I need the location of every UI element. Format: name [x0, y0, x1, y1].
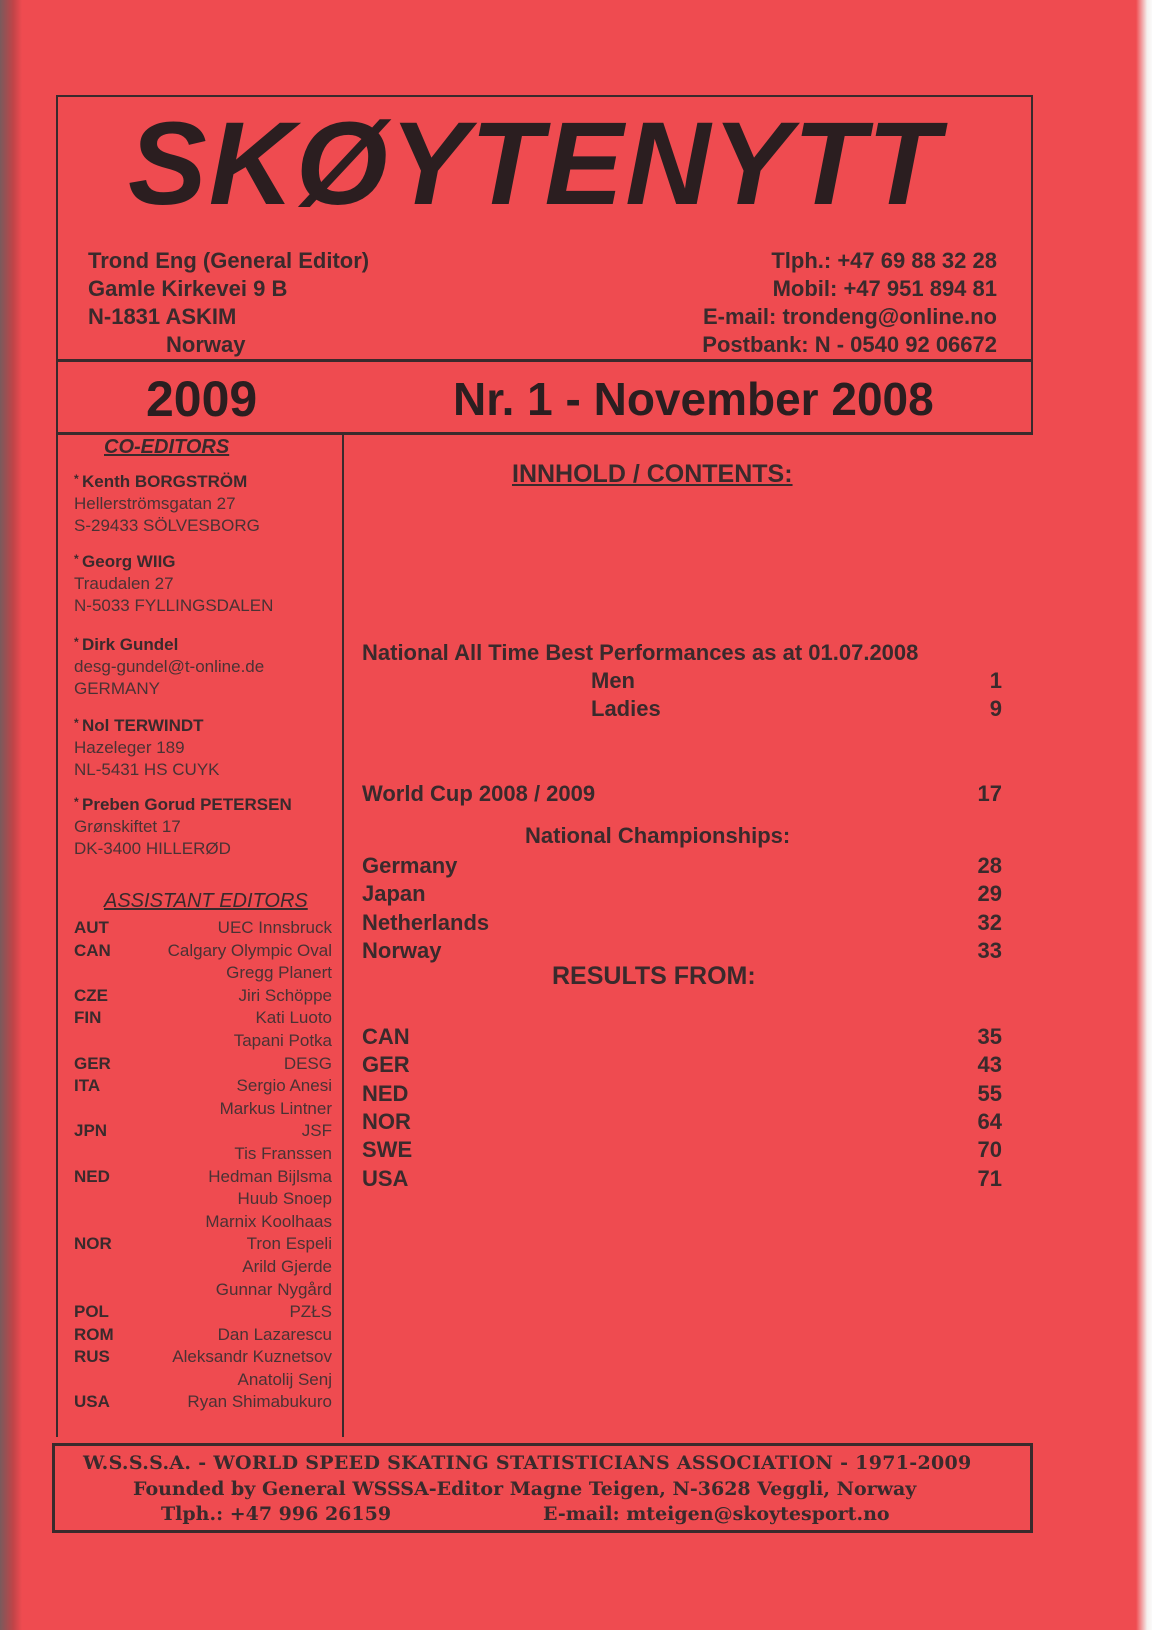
co-editor-address: Grønskiftet 17	[74, 817, 181, 836]
country-code	[74, 1211, 124, 1234]
assistant-editor-row	[74, 1166, 332, 1189]
contents-entry	[362, 853, 1002, 879]
page-number: 9	[989, 696, 1002, 721]
assistant-editor-name: Dan Lazarescu	[217, 1324, 332, 1344]
co-editor-name: * Georg WIIG	[74, 548, 344, 573]
assistant-editor-name: Marnix Koolhaas	[205, 1211, 332, 1231]
contents-label: Netherlands	[362, 909, 490, 935]
assistant-editor-name: DESG	[283, 1053, 332, 1073]
country-code: AUT	[74, 918, 109, 937]
country-code	[74, 1256, 124, 1279]
contents-entry	[362, 1052, 1002, 1078]
co-editors-heading: CO-EDITORS	[104, 436, 230, 458]
assistant-editor-name: Markus Lintner	[219, 1098, 332, 1118]
co-editor-entry	[74, 631, 344, 700]
editor-line: N-1831 ASKIM	[88, 304, 237, 329]
contents-heading: INNHOLD / CONTENTS:	[512, 460, 793, 488]
co-editor-address: GERMANY	[74, 679, 160, 698]
country-code	[74, 1030, 124, 1053]
contents-entry	[362, 1137, 1002, 1163]
country-code: POL	[74, 1302, 109, 1322]
assistant-editor-name: Calgary Olympic Oval	[167, 940, 332, 960]
assistant-editor-row	[74, 1098, 332, 1121]
contents-label: SWE	[362, 1137, 413, 1163]
championships-heading	[362, 823, 1002, 849]
contents-entry	[362, 1109, 1002, 1135]
footer-email: E-mail: mteigen@skoytesport.no	[543, 1503, 890, 1525]
contact-line: Mobil: +47 951 894 81	[772, 276, 997, 301]
page-number: 55	[977, 1080, 1002, 1106]
country-code	[74, 962, 124, 985]
page-number: 33	[977, 937, 1002, 963]
assistant-editor-name: Gregg Planert	[226, 963, 332, 983]
assistant-editor-row	[74, 1030, 332, 1053]
cover-spine-shadow	[0, 0, 22, 1630]
country-code: USA	[74, 1392, 110, 1412]
page-number: 64	[977, 1108, 1002, 1134]
co-editor-entry	[74, 548, 344, 617]
assistant-editor-name: Kati Luoto	[255, 1008, 332, 1028]
contents-label: Germany	[362, 853, 458, 878]
assistant-editor-row	[74, 1211, 332, 1234]
country-code: NOR	[74, 1234, 112, 1254]
country-code: GER	[74, 1053, 111, 1073]
page-number: 17	[977, 781, 1002, 806]
contact-line: E-mail: trondeng@online.no	[703, 304, 997, 329]
championships-heading-text: National Championships:	[525, 823, 791, 848]
country-code	[74, 1188, 124, 1211]
country-code: ITA	[74, 1076, 101, 1096]
country-code	[74, 1143, 124, 1166]
assistant-editor-row	[74, 1233, 332, 1256]
assistant-editors-heading: ASSISTANT EDITORS	[104, 890, 308, 912]
contact-line: Tlph.: +47 69 88 32 28	[771, 248, 997, 273]
contents-label: NOR	[362, 1108, 411, 1134]
footer-line: Founded by General WSSSA-Editor Magne Teigen, N-3628 Veggli, Norway	[133, 1478, 917, 1500]
contents-column	[352, 432, 1012, 1432]
contents-label: World Cup 2008 / 2009	[362, 781, 596, 806]
editor-line: Gamle Kirkevei 9 B	[88, 276, 288, 301]
country-code: FIN	[74, 1008, 102, 1028]
contents-label: National All Time Best Performances as at 01.07.2008	[362, 640, 919, 665]
country-code: ROM	[74, 1324, 114, 1344]
co-editor-address: Hellerströmsgatan 27	[74, 494, 236, 513]
assistant-editor-name: Arild Gjerde	[242, 1256, 332, 1276]
contact-line: Postbank: N - 0540 92 06672	[702, 332, 997, 357]
assistant-editor-row	[74, 1346, 332, 1369]
assistant-editor-row	[74, 1053, 332, 1076]
country-code	[74, 1279, 124, 1302]
contents-entry	[362, 881, 1002, 907]
co-editor-entry	[74, 712, 344, 781]
assistant-editor-name: Tis Franssen	[234, 1143, 332, 1163]
co-editor-entry	[74, 791, 344, 860]
page-number: 29	[977, 881, 1002, 907]
contents-entry	[362, 1024, 1002, 1050]
volume-year: 2009	[146, 371, 258, 427]
contents-label: CAN	[362, 1024, 410, 1049]
country-code: NED	[74, 1166, 110, 1186]
magazine-title: SKØYTENYTT	[128, 98, 942, 230]
page-number: 43	[977, 1052, 1002, 1078]
assistant-editor-row	[74, 1120, 332, 1143]
assistant-editor-name: Tron Espeli	[246, 1234, 332, 1254]
assistant-editor-row	[74, 940, 332, 963]
co-editor-name: * Nol TERWINDT	[74, 712, 344, 737]
assistant-editor-row	[74, 1075, 332, 1098]
co-editor-address: Traudalen 27	[74, 574, 174, 593]
co-editor-address: Hazeleger 189	[74, 738, 185, 757]
editor-line: Trond Eng (General Editor)	[88, 248, 370, 273]
contents-label: Japan	[362, 881, 426, 907]
contents-label: Ladies	[591, 696, 661, 721]
assistant-editor-name: Anatolij Senj	[237, 1369, 332, 1389]
country-code: JPN	[74, 1121, 108, 1141]
assistant-editor-row	[74, 1143, 332, 1166]
assistant-editor-name: Hedman Bijlsma	[208, 1166, 332, 1186]
assistant-editor-row	[74, 962, 332, 985]
co-editor-address: N-5033 FYLLINGSDALEN	[74, 596, 274, 615]
cover-frame	[56, 95, 1031, 1435]
contents-label: NED	[362, 1080, 409, 1106]
assistant-editor-row	[74, 1279, 332, 1302]
assistant-editor-row	[74, 1256, 332, 1279]
co-editor-name: * Kenth BORGSTRÖM	[74, 468, 344, 493]
issue-number: Nr. 1 - November 2008	[453, 373, 934, 425]
editors-column	[56, 432, 344, 1437]
co-editor-entry	[74, 468, 344, 537]
country-code: CAN	[74, 940, 111, 960]
assistant-editor-name: Aleksandr Kuznetsov	[172, 1347, 332, 1367]
results-heading: RESULTS FROM:	[552, 962, 756, 990]
co-editor-address: NL-5431 HS CUYK	[74, 760, 220, 779]
assistant-editor-row	[74, 1301, 332, 1324]
contents-label: Norway	[362, 937, 442, 963]
editor-line: Norway	[166, 332, 246, 357]
co-editor-name: * Preben Gorud PETERSEN	[74, 791, 344, 816]
co-editor-address: desg-gundel@t-online.de	[74, 657, 265, 676]
co-editor-name: * Dirk Gundel	[74, 631, 344, 656]
contents-entry	[362, 1081, 1002, 1107]
page-number: 32	[977, 909, 1002, 935]
assistant-editor-name: Sergio Anesi	[236, 1076, 332, 1096]
country-code: RUS	[74, 1347, 110, 1367]
page-number: 35	[977, 1024, 1002, 1049]
contents-entry	[362, 910, 1002, 936]
country-code: CZE	[74, 985, 108, 1005]
assistant-editor-name: Jiri Schöppe	[238, 985, 332, 1005]
page-number: 70	[977, 1137, 1002, 1163]
country-code	[74, 1369, 124, 1392]
assistant-editor-row	[74, 985, 332, 1008]
co-editor-address: DK-3400 HILLERØD	[74, 839, 231, 858]
country-code	[74, 1098, 124, 1121]
assistant-editor-row	[74, 1188, 332, 1211]
contents-entry	[362, 640, 1002, 666]
contents-label: GER	[362, 1052, 410, 1078]
co-editor-address: S-29433 SÖLVESBORG	[74, 516, 260, 535]
assistant-editor-row	[74, 1324, 332, 1347]
editor-contact	[702, 247, 997, 359]
assistant-editor-row	[74, 1007, 332, 1030]
contents-entry	[362, 696, 1002, 722]
assistant-editor-row	[74, 917, 332, 940]
editor-address	[88, 247, 369, 359]
page-number: 71	[977, 1165, 1002, 1191]
issue-bar	[56, 359, 1033, 435]
assistant-editor-name: UEC Innsbruck	[217, 918, 332, 937]
assistant-editor-name: Ryan Shimabukuro	[187, 1392, 332, 1412]
page-edge	[1136, 0, 1152, 1630]
assistant-editor-name: Tapani Potka	[233, 1030, 332, 1050]
contents-entry	[362, 781, 1002, 807]
contents-label: Men	[591, 668, 635, 693]
footer-line: W.S.S.S.A. - WORLD SPEED SKATING STATISTICIANS ASSOCIATION - 1971-2009	[83, 1452, 972, 1474]
contents-entry	[362, 938, 1002, 964]
masthead-box	[56, 95, 1033, 359]
page-number: 28	[977, 853, 1002, 878]
assistant-editor-name: PZŁS	[289, 1302, 332, 1322]
assistant-editor-row	[74, 1391, 332, 1414]
assistant-editor-row	[74, 1369, 332, 1392]
assistant-editor-name: Huub Snoep	[237, 1189, 332, 1209]
contents-label: USA	[362, 1165, 409, 1191]
page-number: 1	[989, 668, 1002, 693]
assistant-editor-name: Gunnar Nygård	[215, 1279, 332, 1299]
contents-entry	[362, 1166, 1002, 1192]
assistant-editors-list	[74, 917, 332, 1414]
contents-entry	[362, 668, 1002, 694]
footer-phone: Tlph.: +47 996 26159	[161, 1503, 392, 1525]
association-footer	[52, 1443, 1033, 1533]
assistant-editor-name: JSF	[301, 1121, 332, 1141]
